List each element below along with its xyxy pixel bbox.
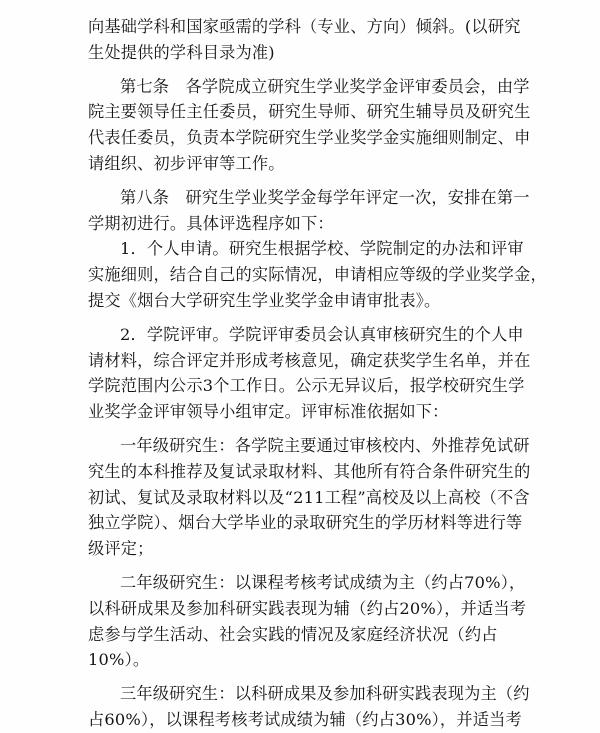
text-line: 独立学院）、烟台大学毕业的录取研究生的学历材料等进行等: [88, 513, 523, 533]
paragraph-gap: [88, 673, 538, 681]
text-line: 请材料，综合评定并形成考核意见，确定获奖学生名单，并在: [88, 350, 531, 370]
text-line: 实施细则，结合自己的实际情况，申请相应等级的学业奖学金，: [88, 265, 547, 285]
article-8-heading-line: 第八条 研究生学业奖学金每学年评定一次，安排在第一: [120, 187, 530, 207]
first-year-line: 一年级研究生：各学院主要通过审核校内、外推荐免试研: [120, 435, 530, 455]
text-line: 究生的本科推荐及复试录取材料、其他所有符合条件研究生的: [88, 461, 531, 481]
text-line: 初试、复试及录取材料以及“211工程”高校及以上高校（不含: [88, 487, 530, 507]
third-year-line: 三年级研究生：以科研成果及参加科研实践表现为主（约: [120, 684, 530, 704]
text-line: 代表任委员，负责本学院研究生学业奖学金实施细则制定、申: [88, 128, 531, 148]
paragraph-gap: [88, 66, 538, 74]
text-line: 以科研成果及参加科研实践表现为辅（约占20%），并适当考: [88, 598, 527, 618]
item-2-line: 2．学院评审。学院评审委员会认真审核研究生的个人申: [120, 324, 524, 344]
text-line: 提交《烟台大学研究生学业奖学金申请审批表》。: [88, 290, 441, 310]
text-line: 学期初进行。具体评选程序如下：: [88, 213, 334, 233]
text-line: 向基础学科和国家亟需的学科（专业、方向）倾斜。(以研究: [88, 17, 521, 36]
text-line: 院主要领导任主任委员，研究生导师、研究生辅导员及研究生: [88, 102, 531, 122]
paragraph-gap: [88, 425, 538, 433]
item-1-line: 1．个人申请。研究生根据学校、学院制定的办法和评审: [120, 239, 524, 259]
text-line: 生处提供的学科目录为准): [88, 42, 275, 62]
second-year-line: 二年级研究生：以课程考核考试成绩为主（约占70%），: [120, 572, 526, 592]
paragraph-gap: [88, 314, 538, 322]
text-line: 占60%），以课程考核考试成绩为辅（约占30%），并适当考: [88, 709, 522, 729]
paragraph-gap: [88, 177, 538, 185]
text-line: 级评定；: [88, 539, 154, 559]
text-line: 10%）。: [88, 650, 150, 670]
text-line: 学院范围内公示3个工作日。公示无异议后，报学校研究生学: [88, 376, 525, 396]
paragraph-gap: [88, 562, 538, 570]
text-line: 请组织、初步评审等工作。: [88, 153, 285, 173]
text-line: 业奖学金评审领导小组审定。评审标准依据如下：: [88, 402, 449, 422]
text-line: 虑参与学生活动、社会实践的情况及家庭经济状况（约占: [88, 624, 498, 644]
article-7-heading-line: 第七条 各学院成立研究生学业奖学金评审委员会，由学: [120, 76, 530, 96]
